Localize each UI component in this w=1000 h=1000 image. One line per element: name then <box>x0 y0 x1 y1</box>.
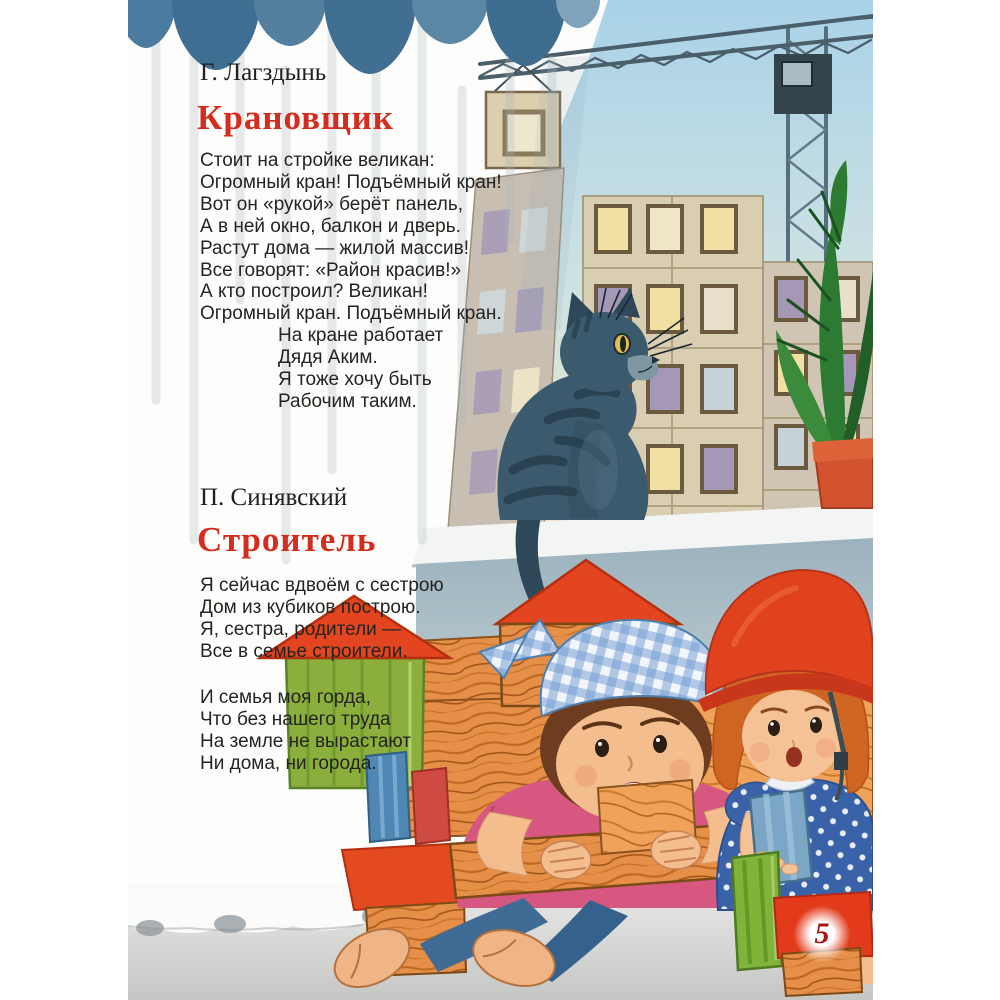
poem-line-indented: Рабочим таким. <box>278 390 417 412</box>
page-number <box>794 906 850 962</box>
poem-line: Все в семье строители. <box>200 640 408 662</box>
poem2-stanza1 <box>200 575 444 663</box>
poem-line: Огромный кран! Подъёмный кран! <box>200 171 502 193</box>
poem-line: Стоит на стройке великан: <box>200 150 435 171</box>
poem-line-indented: На кране работает <box>278 325 444 347</box>
poem-line: Огромный кран. Подъёмный кран. <box>200 303 502 325</box>
poem-line: Я сейчас вдвоём с сестрою <box>200 575 444 596</box>
poem-line: Я, сестра, родители — <box>200 618 402 640</box>
poem-line: Вот он «рукой» берёт панель, <box>200 193 464 215</box>
poem-line: Дом из кубиков построю. <box>200 596 421 618</box>
poem-line: Что без нашего труда <box>200 708 391 730</box>
girl-face <box>742 690 842 782</box>
poem-line: А кто построил? Великан! <box>200 281 428 303</box>
poem-line: Все говорят: «Район красив!» <box>200 259 462 281</box>
poem1-text <box>200 150 502 413</box>
poem2-stanza2 <box>200 687 411 775</box>
girl-mouth <box>786 747 802 767</box>
cat-head <box>560 312 648 392</box>
poem-line: Ни дома, ни города. <box>200 752 377 774</box>
poem-line-indented: Дядя Аким. <box>278 347 378 369</box>
poem2-title: Строитель <box>197 520 377 559</box>
poem-line: Растут дома — жилой массив! <box>200 237 470 259</box>
poem-line-indented: Я тоже хочу быть <box>278 369 432 391</box>
poem1-author: Г. Лагздынь <box>200 59 327 86</box>
poem-line: И семья моя горда, <box>200 687 371 708</box>
poem-line: На земле не вырастают <box>200 730 411 752</box>
page-number-value: 5 <box>814 917 830 950</box>
poem1-title: Крановщик <box>197 98 394 137</box>
poem-line: А в ней окно, балкон и дверь. <box>200 215 461 237</box>
poem2-author: П. Синявский <box>200 484 348 511</box>
